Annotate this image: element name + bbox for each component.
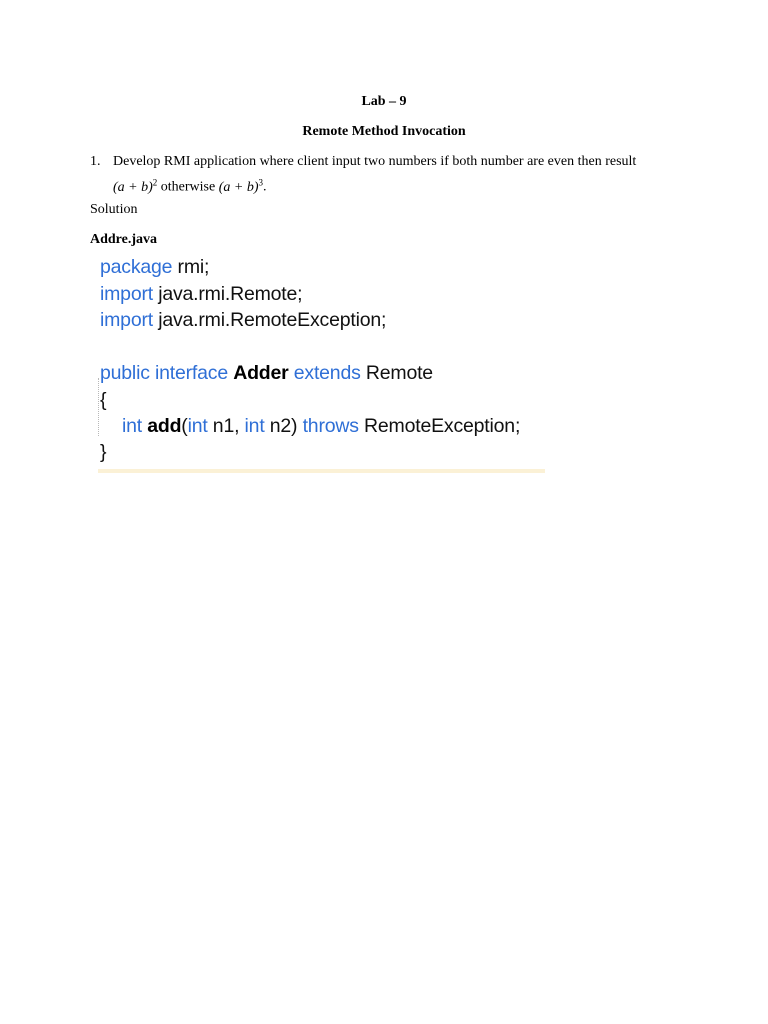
code-block <box>98 256 545 470</box>
file-name: Addre.java <box>90 232 158 247</box>
expression-even: $(a + b)^2$ <box>113 177 158 195</box>
indent-guide <box>98 378 99 436</box>
code-line-open-brace: { <box>100 389 107 411</box>
code-highlight-bar <box>98 469 545 473</box>
code-line-method: int add(int n1, int n2) throws RemoteException; <box>122 415 521 437</box>
code-line-import-exception: import java.rmi.RemoteException; <box>100 309 387 331</box>
code-line-import-remote: import java.rmi.Remote; <box>100 283 303 305</box>
question-text: Develop RMI application where client input two numbers if both number are even then result $(a + b)^2$ otherwise $(a + b)^3$. <box>113 154 637 195</box>
question-item <box>90 152 690 198</box>
question-number: 1. <box>90 154 101 169</box>
lab-subtitle: Remote Method Invocation <box>302 124 466 139</box>
solution-label: Solution <box>90 202 138 217</box>
question-text-middle: otherwise <box>157 179 219 195</box>
code-line-close-brace: } <box>100 441 107 463</box>
lab-title: Lab – 9 <box>361 94 407 109</box>
code-line-package: package rmi; <box>100 256 210 278</box>
expression-odd: $(a + b)^3$ <box>218 177 263 195</box>
question-text-before: Develop RMI application where client input two numbers if both number are even then result <box>113 154 637 169</box>
code-line-interface: public interface Adder extends Remote <box>100 362 433 384</box>
